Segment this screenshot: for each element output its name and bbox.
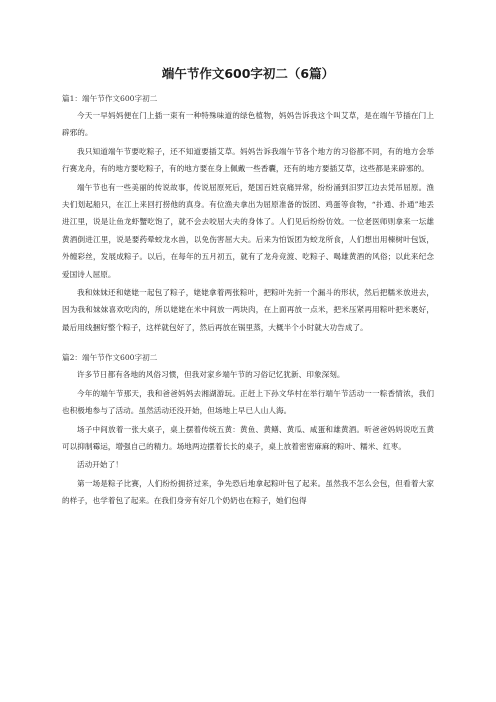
section-2 xyxy=(62,351,434,509)
paragraph: 第一场是粽子比赛，人们纷纷拥挤过来，争先恐后地拿起粽叶包了起来。虽然我不怎么会包，但看着大家的样子，也学着包了起来。在我们身旁有好几个奶奶也在粽子，她们包得 xyxy=(62,478,434,506)
section-1 xyxy=(62,92,434,336)
paragraph: 我只知道端午节要吃粽子，还不知道要插艾草。妈妈告诉我端午节各个地方的习俗都不同，有的地方会举行赛龙舟，有的地方要吃粽子，有的地方要在身上佩戴一些香囊，还有的地方要插艾草，这些都是来辟邪的。 xyxy=(62,146,434,174)
paragraph: 端午节也有一些美丽的传说故事，传说屈原死后，楚国百姓哀痛异常，纷纷涌到汨罗江边去凭吊屈原。渔夫们划起船只，在江上来回打捞他的真身。有位渔夫拿出为屈原准备的饭团、鸡蛋等食物，“扑通、扑通”地丢进江里，说是让鱼龙虾蟹吃饱了，就不会去咬屈大夫的身体了。人们见后纷纷仿效。一位老医师则拿来一坛雄黄酒倒进江里，说是要药晕蛟龙水兽，以免伤害屈大夫。后来为怕饭团为蛟龙所食，人们想出用楝树叶包饭，外缠彩丝，发展成粽子。以后，在每年的五月初五，就有了龙舟竞渡、吃粽子、喝雄黄酒的风俗；以此来纪念爱国诗人屈原。 xyxy=(62,182,434,279)
paragraph: 场子中间放着一张大桌子，桌上摆着传统五黄：黄鱼、黄鳝、黄瓜、咸蛋和雄黄酒。听爸爸妈妈说吃五黄可以抑制霉运，增强自己的精力。场地两边摆着长长的桌子，桌上放着密密麻麻的粽叶、糯米、红枣。 xyxy=(62,424,434,451)
paragraph: 许多节日都有各地的风俗习惯，但我对家乡端午节的习俗记忆犹新、印象深刻。 xyxy=(77,370,345,380)
paragraph: 活动开始了！ xyxy=(77,460,123,470)
section-divider xyxy=(62,337,434,351)
section-heading: 篇2：端午节作文600字初二 xyxy=(62,353,158,363)
paragraph: 我和妹妹还和姥姥一起包了粽子，姥姥拿着两张粽叶，把粽叶先折一个漏斗的形状，然后把糯米放进去，因为我和妹妹喜欢吃肉的，所以姥姥在米中间放一两块肉，在上面再放一点米，把米压紧再用粽叶把米裹好，最后用线捆好整个粽子，这样就包好了，然后再放在锅里蒸，大概半个小时就大功告成了。 xyxy=(62,288,434,332)
section-heading: 篇1：端午节作文600字初二 xyxy=(62,94,158,103)
document-title: 端午节作文600字初二（6篇） xyxy=(161,66,335,81)
paragraph: 今天一早妈妈便在门上插一束有一种特殊味道的绿色植物，妈妈告诉我这个叫艾草，是在端午节插在门上辟邪的。 xyxy=(62,111,434,138)
paragraph: 今年的端午节那天，我和爸爸妈妈去湘湖游玩。正赶上下孙文华村在举行端午节活动一一粽香情浓，我们也积极地参与了活动。虽然活动还没开始，但场地上早已人山人海。 xyxy=(62,388,434,416)
